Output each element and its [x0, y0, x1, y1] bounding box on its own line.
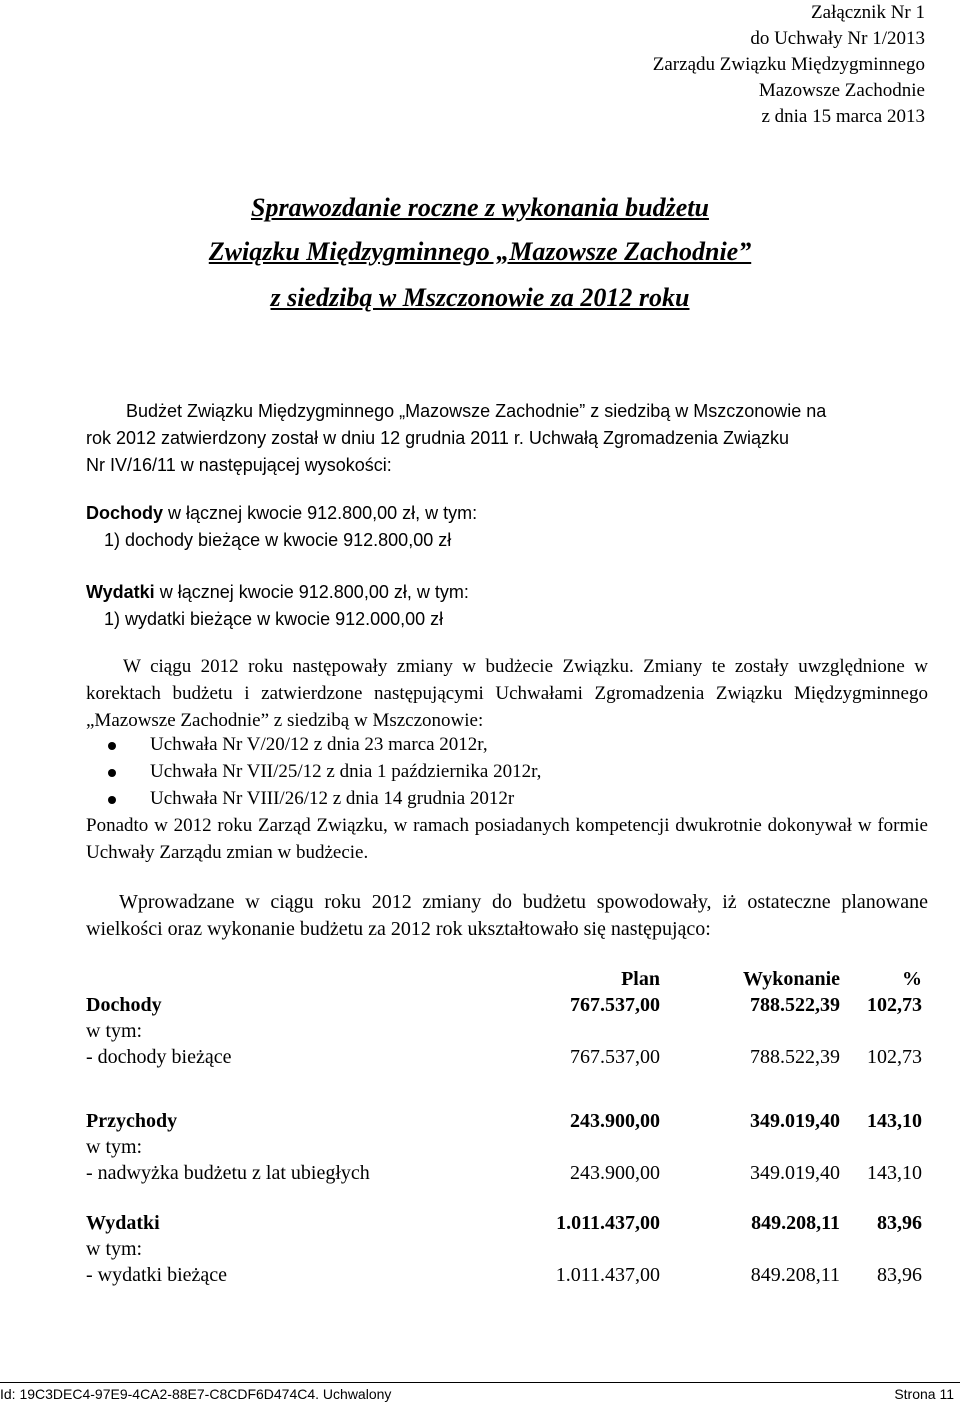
row-exec: 788.522,39 — [750, 1046, 840, 1068]
footer-page-number: Strona 11 — [894, 1386, 954, 1402]
row-pct: 143,10 — [867, 1162, 922, 1184]
row-plan: 1.011.437,00 — [556, 1212, 660, 1234]
footer-divider — [0, 1382, 960, 1383]
row-exec: 849.208,11 — [751, 1212, 840, 1234]
row-label: - dochody bieżące — [86, 1046, 232, 1068]
bullet-icon — [108, 796, 116, 804]
table-header-row — [86, 966, 936, 992]
table-row — [86, 1134, 936, 1160]
row-pct: 143,10 — [867, 1110, 922, 1132]
summary-paragraph: Wprowadzane w ciągu roku 2012 zmiany do budżetu spowodowały, iż ostateczne planowane wielkości oraz wykonanie budżetu za 2012 rok ukształtowało się następująco: — [86, 891, 928, 940]
table-row — [86, 1160, 936, 1186]
expenses-label: Wydatki — [86, 582, 155, 602]
income-label: Dochody — [86, 503, 164, 523]
table-row — [86, 1044, 936, 1070]
table-row — [86, 1262, 936, 1288]
row-label: w tym: — [86, 1020, 143, 1042]
column-header-pct: % — [902, 968, 922, 990]
row-label: w tym: — [86, 1238, 143, 1260]
title-line-2: Związku Międzygminnego „Mazowsze Zachodnie” — [208, 237, 752, 266]
header-line: Mazowsze Zachodnie — [758, 80, 925, 101]
row-pct: 102,73 — [867, 1046, 922, 1068]
changes-paragraph: W ciągu 2012 roku następowały zmiany w budżecie Związku. Zmiany te zostały uwzględnione w korektach budżetu i zatwierdzone następującymi Uchwałami Zgromadzenia Związku Międzygminnego „Mazowsze Zachodnie” z siedzibą w Mszczonowie: — [86, 656, 928, 731]
row-pct: 83,96 — [877, 1212, 922, 1234]
row-label: w tym: — [86, 1136, 143, 1158]
header-line: z dnia 15 marca 2013 — [761, 106, 925, 127]
row-pct: 102,73 — [867, 994, 922, 1016]
resolution-item: Uchwała Nr VIII/26/12 z dnia 14 grudnia 2012r — [150, 788, 515, 809]
document-header — [505, 0, 925, 130]
expenses-block — [86, 579, 928, 633]
bullet-icon — [108, 742, 116, 750]
row-plan: 1.011.437,00 — [555, 1264, 660, 1286]
row-label: Dochody — [86, 994, 162, 1016]
table-row — [86, 1018, 936, 1044]
row-plan: 243.900,00 — [570, 1110, 660, 1132]
income-item: 1) dochody bieżące w kwocie 912.800,00 zł — [104, 530, 452, 550]
row-label: - wydatki bieżące — [86, 1264, 228, 1286]
row-plan: 767.537,00 — [570, 1046, 660, 1068]
footer-id: Id: 19C3DEC4-97E9-4CA2-88E7-C8CDF6D474C4. Uchwalony — [0, 1386, 392, 1402]
intro-paragraph — [86, 398, 928, 479]
row-label: Przychody — [86, 1110, 178, 1132]
intro-line: rok 2012 zatwierdzony został w dniu 12 grudnia 2011 r. Uchwałą Zgromadzenia Związku — [86, 428, 790, 448]
header-line: do Uchwały Nr 1/2013 — [750, 28, 925, 49]
table-row — [86, 992, 936, 1018]
table-row — [86, 1210, 936, 1236]
title-line-1: Sprawozdanie roczne z wykonania budżetu — [251, 193, 709, 222]
row-exec: 349.019,40 — [750, 1110, 840, 1132]
expenses-item: 1) wydatki bieżące w kwocie 912.000,00 zł — [104, 609, 444, 629]
header-line: Załącznik Nr 1 — [811, 2, 925, 23]
income-block — [86, 500, 928, 554]
income-text: w łącznej kwocie 912.800,00 zł, w tym: — [168, 503, 478, 523]
row-exec: 349.019,40 — [750, 1162, 840, 1184]
expenses-text: w łącznej kwocie 912.800,00 zł, w tym: — [159, 582, 469, 602]
bullet-icon — [108, 769, 116, 777]
row-exec: 788.522,39 — [750, 994, 840, 1016]
column-header-exec: Wykonanie — [742, 968, 840, 990]
resolution-item: Uchwała Nr V/20/12 z dnia 23 marca 2012r, — [150, 734, 488, 755]
column-header-plan: Plan — [621, 968, 660, 990]
table-row — [86, 1108, 936, 1134]
intro-line: Nr IV/16/11 w następującej wysokości: — [86, 455, 392, 475]
row-pct: 83,96 — [877, 1264, 922, 1286]
row-plan: 243.900,00 — [570, 1162, 660, 1184]
changes-after-paragraph: Ponadto w 2012 roku Zarząd Związku, w ramach posiadanych kompetencji dwukrotnie dokonywał w formie Uchwały Zarządu zmian w budżecie. — [86, 815, 928, 863]
header-line: Zarządu Związku Międzygminnego — [652, 54, 925, 75]
intro-line: Budżet Związku Międzygminnego „Mazowsze Zachodnie” z siedzibą w Mszczonowie na — [126, 401, 827, 421]
resolution-item: Uchwała Nr VII/25/12 z dnia 1 października 2012r, — [150, 761, 542, 782]
row-exec: 849.208,11 — [750, 1264, 840, 1286]
table-row — [86, 1236, 936, 1262]
row-label: Wydatki — [86, 1212, 160, 1234]
title-line-3: z siedzibą w Mszczonowie za 2012 roku — [270, 283, 690, 312]
row-plan: 767.537,00 — [570, 994, 660, 1016]
row-label: - nadwyżka budżetu z lat ubiegłych — [86, 1162, 370, 1184]
